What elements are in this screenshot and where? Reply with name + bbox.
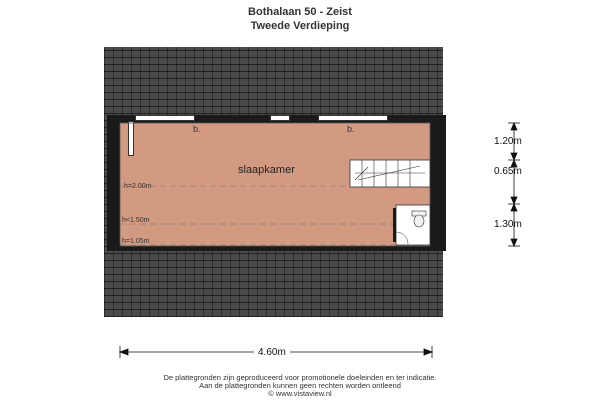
address-title: Bothalaan 50 - Zeist <box>248 6 352 18</box>
height-mark-105: h=1.05m <box>122 238 150 245</box>
toilet-room <box>393 205 430 245</box>
floor-title: Tweede Verdieping <box>250 20 350 32</box>
disclaimer-line-2: Aan de plattegronden kunnen geen rechten worden ontleend <box>199 381 401 390</box>
disclaimer-line-1: De plattegronden zijn geproduceerd voor promotionele doeleinden en ter indicatie. <box>163 373 437 382</box>
window-label-right: b. <box>347 124 355 134</box>
room-name: slaapkamer <box>238 164 295 176</box>
staircase <box>350 160 430 187</box>
window-label-left: b. <box>193 124 201 134</box>
height-mark-150: h<1.50m <box>122 217 150 224</box>
dimension-label-1: 1.20m <box>494 136 522 147</box>
copyright-line: © www.vistaview.nl <box>268 389 332 398</box>
dimension-label-3: 1.30m <box>494 219 522 230</box>
dimension-label-width: 4.60m <box>254 347 290 358</box>
height-mark-200: h=2.00m <box>124 183 152 190</box>
dimension-label-2: 0.65m <box>494 166 522 177</box>
